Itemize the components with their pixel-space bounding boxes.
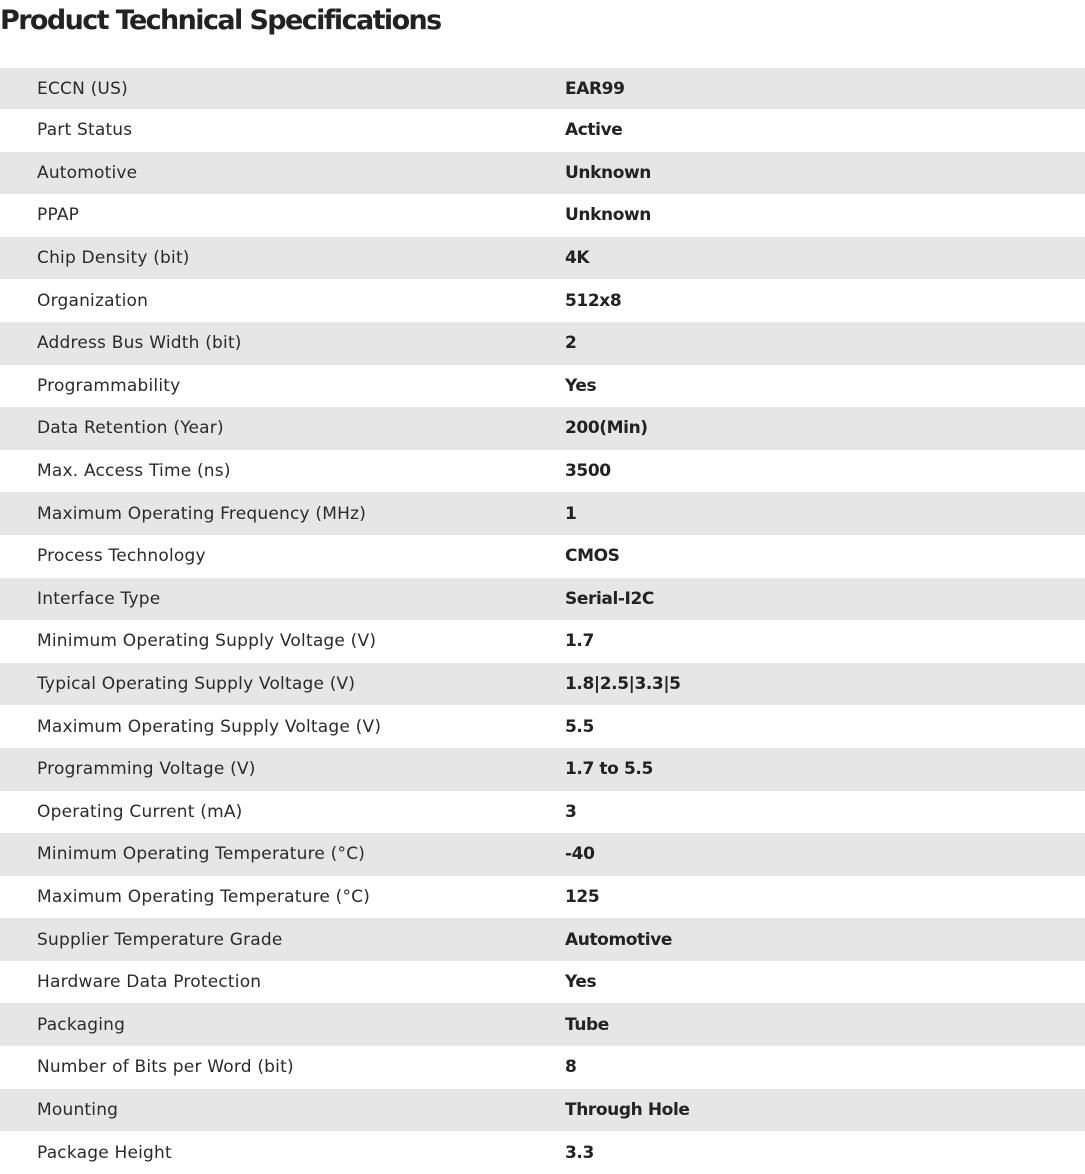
table-row (0, 1046, 1085, 1089)
table-row (0, 705, 1085, 748)
spec-label: Process Technology (37, 546, 206, 567)
spec-value: Serial-I2C (565, 588, 654, 609)
table-row (0, 918, 1085, 961)
spec-value: 5.5 (565, 716, 594, 737)
table-row (0, 620, 1085, 663)
table-row (0, 194, 1085, 237)
table-row (0, 961, 1085, 1004)
spec-label: Operating Current (mA) (37, 801, 243, 822)
spec-label: Typical Operating Supply Voltage (V) (37, 674, 356, 695)
table-row (0, 237, 1085, 280)
spec-label: Package Height (37, 1142, 172, 1163)
table-row (0, 876, 1085, 919)
spec-value: 1 (565, 503, 577, 524)
spec-label: ECCN (US) (37, 78, 128, 99)
table-row (0, 450, 1085, 493)
spec-label: Programming Voltage (V) (37, 759, 256, 780)
table-row (0, 109, 1085, 152)
spec-value: Automotive (565, 929, 673, 950)
spec-value: Tube (565, 1014, 609, 1035)
spec-label: Interface Type (37, 588, 161, 609)
spec-value: -40 (565, 844, 595, 865)
table-row (0, 279, 1085, 322)
spec-label: Automotive (37, 162, 138, 183)
spec-value: Unknown (565, 162, 652, 183)
spec-value: 200(Min) (565, 418, 648, 439)
spec-value: 512x8 (565, 290, 622, 311)
table-row (0, 68, 1085, 109)
table-row (0, 791, 1085, 834)
spec-value: 8 (565, 1057, 577, 1078)
spec-value: Yes (565, 972, 597, 993)
page-title: Product Technical Specifications (0, 5, 441, 36)
spec-value: Active (565, 120, 623, 141)
spec-label: Max. Access Time (ns) (37, 461, 231, 482)
table-row (0, 535, 1085, 578)
spec-label: Maximum Operating Frequency (MHz) (37, 503, 367, 524)
spec-value: Yes (565, 375, 597, 396)
spec-value: CMOS (565, 546, 620, 567)
spec-label: Data Retention (Year) (37, 418, 224, 439)
table-row (0, 365, 1085, 408)
spec-value: Through Hole (565, 1099, 690, 1120)
spec-label: Hardware Data Protection (37, 972, 262, 993)
spec-label: Programmability (37, 375, 181, 396)
spec-label: Number of Bits per Word (bit) (37, 1057, 294, 1078)
table-row (0, 833, 1085, 876)
spec-value: 2 (565, 333, 577, 354)
table-row (0, 322, 1085, 365)
table-row (0, 492, 1085, 535)
spec-value: EAR99 (565, 78, 625, 99)
spec-value: 1.7 to 5.5 (565, 759, 653, 780)
spec-value: 4K (565, 248, 590, 269)
spec-label: PPAP (37, 205, 80, 226)
spec-label: Supplier Temperature Grade (37, 929, 283, 950)
spec-value: 3500 (565, 461, 611, 482)
spec-label: Minimum Operating Temperature (°C) (37, 844, 366, 865)
table-row (0, 1003, 1085, 1046)
spec-value: 125 (565, 886, 600, 907)
spec-label: Address Bus Width (bit) (37, 333, 242, 354)
spec-value: 1.8|2.5|3.3|5 (565, 674, 681, 695)
spec-label: Organization (37, 290, 149, 311)
spec-table (0, 68, 1085, 1174)
table-row (0, 748, 1085, 791)
spec-value: 3.3 (565, 1142, 594, 1163)
table-row (0, 1131, 1085, 1174)
table-row (0, 152, 1085, 195)
spec-value: 1.7 (565, 631, 594, 652)
table-row (0, 663, 1085, 706)
spec-label: Packaging (37, 1014, 126, 1035)
spec-value: 3 (565, 801, 577, 822)
spec-label: Part Status (37, 120, 133, 141)
spec-label: Maximum Operating Temperature (°C) (37, 886, 371, 907)
spec-label: Minimum Operating Supply Voltage (V) (37, 631, 377, 652)
spec-value: Unknown (565, 205, 652, 226)
spec-label: Maximum Operating Supply Voltage (V) (37, 716, 382, 737)
spec-label: Mounting (37, 1099, 119, 1120)
spec-label: Chip Density (bit) (37, 248, 190, 269)
table-row (0, 1089, 1085, 1132)
table-row (0, 578, 1085, 621)
table-row (0, 407, 1085, 450)
